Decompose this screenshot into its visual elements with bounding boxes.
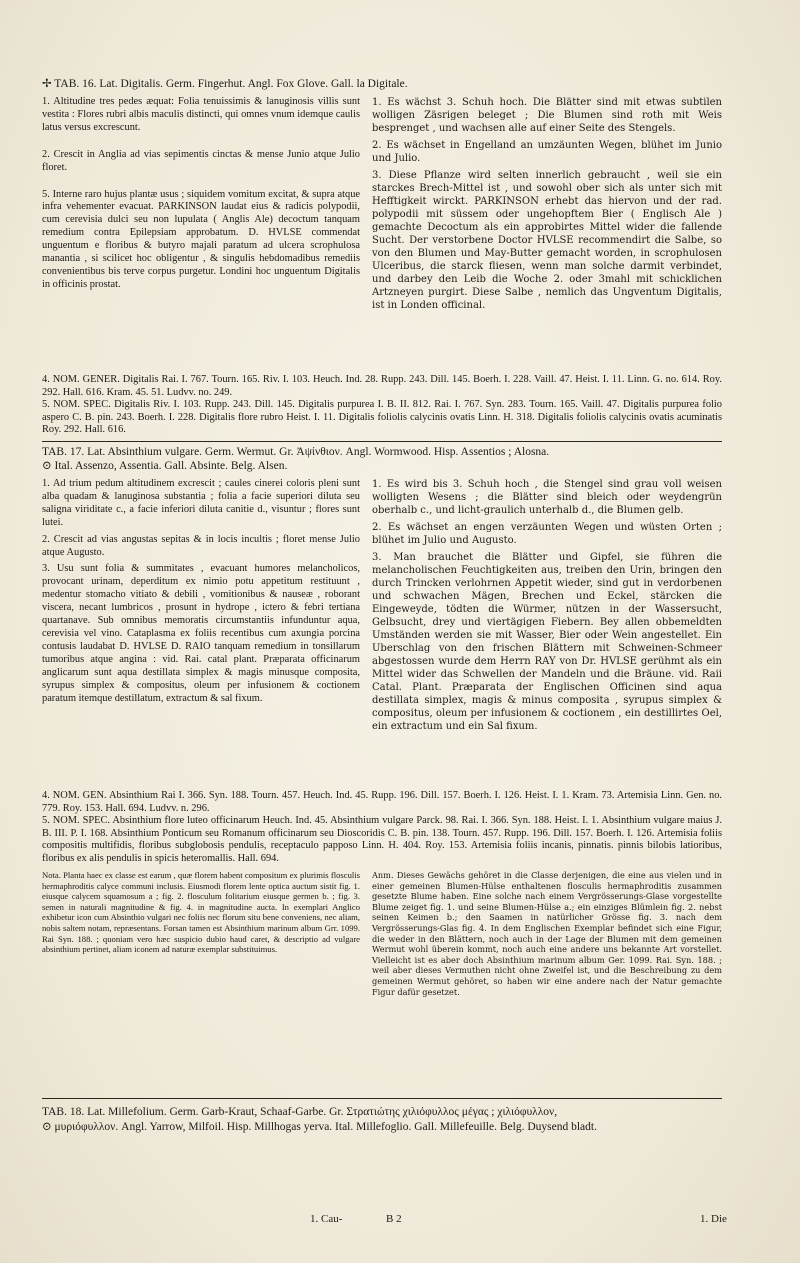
catchword-right: 1. Die bbox=[700, 1213, 727, 1225]
tab17-latin-p1: 1. Ad trium pedum altitudinem excrescit ; caules cinerei coloris pleni sunt alba quadam & lanuginosa substantia ; folia a facie superiori diluta seu saligna viriditate c., a facie inferiori diluta canitie d., visuntur ; flores sunt lutei. bbox=[42, 478, 360, 528]
tab16-german-p1: 1. Es wächst 3. Schuh hoch. Die Blätter sind mit etwas subtilen wolligen Zäsrigen beleget ; Die Blumen sind roth mit Weis besprenget , und wachsen alle auf einer Seite des Stengels. bbox=[372, 97, 722, 134]
catchword-left: 1. Cau- bbox=[310, 1213, 343, 1225]
section-divider-2 bbox=[42, 1098, 722, 1099]
tab17-german-column bbox=[372, 478, 722, 737]
section-divider bbox=[42, 441, 722, 442]
tab16-latin-column bbox=[42, 96, 360, 296]
tab17-german-p2: 2. Es wächset an engen verzäunten Wegen und wüsten Orten ; blühet im Julio und Augusto. bbox=[372, 522, 722, 546]
tab17-nota-latin: Nota. Planta haec ex classe est earum , quæ florem habent compositum ex plurimis flosculis hermaphroditis calyce communi inclusis. Eiusmodi florem lente optica auctum sistit fig. 1. eiusque calycem squamosum a ; fig. 2. flosculum folitarium eiusque germen b. ; fig. 3. semen in naturali magnitudine & fig. 4. in magnitudine aucta. In exemplari Anglico exhibetur icon cum Absinthio vulgari nec foliis nec florum situ bene conveniens, nec aliam, nobis saltem notam, repræsentans. Forsan tamen est Absinthium marinum album Grr. 1099. Rai Syn. 188. ; quoniam vero hæc suspicio dubio haud caret, & descriptio ad vulgare absinthium pertinet, aliam iconem ad naturæ exemplar substituimus. bbox=[42, 870, 360, 955]
tab16-nom-species: 5. NOM. SPEC. Digitalis Riv. I. 103. Rupp. 243. Dill. 145. Digitalis purpurea I. B. II. 812. Rai. I. 767. Syn. 283. Tourn. 165. Vaill. 47. Digitalis purpurea folio aspero C. B. pin. 243. Boerh. I. 228. Digitalis flore rubro Heist. I. 11. Digitalis foliolis calycinis ovatis Linn. H. 318. Digitalis foliolis calycinis ovatis acuminatis Roy. 292. Hall. 616. bbox=[42, 399, 722, 436]
tab17-nom-species: 5. NOM. SPEC. Absinthium flore luteo officinarum Heuch. Ind. 45. Absinthium vulgare Parck. 98. Rai. I. 366. Syn. 188. Heist. I. 1. Absinthium vulgare maius J. B. III. P. I. 168. Absinthium Ponticum seu Romanum officinarum seu Dioscoridis C. B. pin. 138. Tourn. 457. Rupp. 196. Dill. 157. Boerh. I. 126. Artemisia foliis compositis multifidis, floribus subglobosis pendulis, receptaculo papposo Linn. H. 404. Roy. 153. Artemisia foliis incanis, pinnatis. pinnis bilobis latioribus, floribus ex alis pendulis in spicis heteromallis. Hall. 694. bbox=[42, 815, 722, 864]
signature-mark: B 2 bbox=[386, 1213, 402, 1225]
tab17-nomenclature bbox=[42, 790, 722, 866]
tab16-german-p2: 2. Es wächset in Engelland an umzäunten Wegen, blühet im Junio und Julio. bbox=[372, 140, 722, 164]
tab17-nom-genus: 4. NOM. GEN. Absinthium Rai I. 366. Syn. 188. Tourn. 457. Heuch. Ind. 45. Rupp. 196. Dill. 157. Boerh. I. 126. Heist. I. 1. Kram. 73. Artemisia Linn. Gen. no. 779. Roy. 153. Hall. 694. Ludvv. n. 296. bbox=[42, 790, 722, 814]
tab17-latin-p2: 2. Crescit ad vias angustas sepitas & in locis incultis ; floret mense Julio atque Augusto. bbox=[42, 533, 360, 558]
tab17-nota-german: Anm. Dieses Gewächs gehöret in die Classe derjenigen, die eine aus vielen und in einer gemeinen Blumen-Hülse enthaltenen flosculis hermaphroditis zusammen gesetzte Blume haben. Eine solche nach einem Vergrösserungs-Glase vorgestellte Blume zeiget fig. 1. und seine Blumen-Hülse a.; ein einziges Blümlein fig. 2. nebst seinen Keimen b.; den Saamen in natürlicher Grösse fig. 3. nach dem Vergrösserungs-Glas fig. 4. In dem Englischen Exemplar befindet sich eine Figur, die weder in den Blättern, noch auch in der Lage der Blumen mit dem gemeinen Wermut wohl überein kommt, noch auch eine andere uns bekannte Art vorstellet. Vielleicht ist es aber doch Absinthium marinum album Ger. 1099. Rai. Syn. 188. ; weil aber dieses Vermuthen nicht ohne Zweifel ist, und die Beschreibung zu dem gemeinen Wermut gehöret, so haben wir eine andere nach der Natur gemachte Figur dafür gesetzet. bbox=[372, 870, 722, 997]
tab17-header-cont: ⊙ Ital. Assenzo, Assentia. Gall. Absinte. Belg. Alsen. bbox=[42, 460, 288, 472]
tab17-latin-column bbox=[42, 478, 360, 709]
tab16-german-column bbox=[372, 96, 722, 316]
tab16-latin-p1: 1. Altitudine tres pedes æquat: Folia tenuissimis & lanuginosis villis sunt vestita : Flores rubri albis maculis distincti, qui omnes vnum idemque caulis latus versus excrescunt. bbox=[42, 96, 360, 133]
tab18-header: TAB. 18. Lat. Millefolium. Germ. Garb-Kraut, Schaaf-Garbe. Gr. Στρατιώτης χιλιόφυλλος μέγας ; χιλιόφυλλον, bbox=[42, 1106, 558, 1118]
tab16-nomenclature bbox=[42, 374, 722, 437]
tab18-header-cont: ⊙ μυριόφυλλον. Angl. Yarrow, Milfoil. Hisp. Millhogas yerva. Ital. Millefoglio. Gall. Millefeuille. Belg. Duysend bladt. bbox=[42, 1121, 597, 1133]
tab17-latin-p3: 3. Usu sunt folia & summitates , evacuant humores melancholicos, provocant urinam, deperditum ex nimio potu appetitum restituunt , medentur stomacho vitiato & debili , vomitionibus & nauseæ , roborant viscera, necant lumbricos , prosunt in hydrope , ictero & febri tertiana quartanave. Sub omnibus memoratis circumstantiis infunduntur aqua, cerevisia vel vino. Cataplasma ex foliis recentibus cum axungia porcina contusis laudabat D. HVLSE D. RAIO tanquam remedium in tonsillarum tumoribus atque angina : vid. Rai. catal plant. Præparata officinarum anglicarum sunt aqua destillata simplex & magis minusque composita, syrupus simplex & compositus, oleum per infusionem & coctionem paratum itemque destillatum, extractum & sal fixum. bbox=[42, 563, 360, 704]
tab16-nom-genus: 4. NOM. GENER. Digitalis Rai. I. 767. Tourn. 165. Riv. I. 103. Heuch. Ind. 28. Rupp. 243. Dill. 145. Boerh. I. 228. Vaill. 47. Heist. I. 11. Linn. G. no. 614. Roy. 292. Hall. 616. Kram. 45. 51. Ludvv. no. 249. bbox=[42, 374, 722, 398]
tab16-german-p3: 3. Diese Pflanze wird selten innerlich gebraucht , weil sie ein starckes Brech-Mittel ist , und sowohl ober sich als unter sich mit Hefftigkeit wirckt. PARKINSON erhebt das hiervon und der rad. polypodii mit süssem oder ungehopftem Bier ( Englisch Ale ) gemachte Decoctum als ein approbirtes Mittel wider die fallende Sucht. Der verstorbene Doctor HVLSE recommendirt die Salbe, so von den Blumen und May-Butter gemacht worden, in scrophulosen Ulceribus, die starck fliesen, wenn man solche darmit verbindet, und darbey den Leib die Woche 2. oder 3mahl mit schicklichen Artzneyen purgirt. Diese Salbe , nemlich das Ungventum Digitalis, ist in Londen officinal. bbox=[372, 170, 722, 311]
tab16-latin-p2: 2. Crescit in Anglia ad vias sepimentis cinctas & mense Junio atque Julio floret. bbox=[42, 148, 360, 173]
tab17-german-p1: 1. Es wird bis 3. Schuh hoch , die Stengel sind grau voll weisen wolligten Wesens ; die Blätter sind bleich oder weydengrün oberhalb c., und licht-graulich unterhalb d., die Blumen gelb. bbox=[372, 479, 722, 516]
tab17-german-p3: 3. Man brauchet die Blätter und Gipfel, sie führen die melancholischen Feuchtigkeiten aus, treiben den Urin, bringen den durch Trincken verlohrnen Appetit wieder, sind gut in verdorbenen und schwachen Mägen, Brechen und Eckel, stärcken die Eingeweyde, tödten die Würmer, nützen in der Wassersucht, Gelbsucht, drey und viertägigen Fiebern. Bey allen obbemeldten Umständen werden sie mit Wasser, Bier oder Wein angestellet. Ein Uberschlag von den frischen Blättern mit Schweinen-Schmeer abgestossen wurde dem Herrn RAY von Dr. HVLSE gerühmt als ein Mittel wider das Schwellen der Mandeln und die Bräune. vid. Raii Catal. Plant. Præparata der Englischen Officinen sind aqua destillata simplex, magis & minus composita , syrupus simplex & compositus, oleum per infusionem & coctionem , ein destillirtes Oel, ein extractum und ein Sal fixum. bbox=[372, 552, 722, 732]
tab16-header: ✢ TAB. 16. Lat. Digitalis. Germ. Fingerhut. Angl. Fox Glove. Gall. la Digitale. bbox=[42, 78, 408, 90]
tab16-latin-p3: 5. Interne raro hujus plantæ usus ; siquidem vomitum excitat, & supra atque infra vehementer evacuat. PARKINSON laudat eius & radicis polypodii, cum cerevisia dulci seu non lupulata ( Anglis Ale) decoctum tanquam remedium contra Epilepsiam approbatum. D. HVLSE commendat unguentum e floribus & butyro majali paratum ad ulcera scrophulosa manantia , si scilicet hoc obligentur , & singulis hebdomadibus remediis convenientibus bis terve corpus purgetur. Londini hoc unguentum Digitalis in officinis prostat. bbox=[42, 188, 360, 290]
tab17-header: TAB. 17. Lat. Absinthium vulgare. Germ. Wermut. Gr. Ἀψίνθιον. Angl. Wormwood. Hisp. Assentios ; Alosna. bbox=[42, 446, 550, 458]
